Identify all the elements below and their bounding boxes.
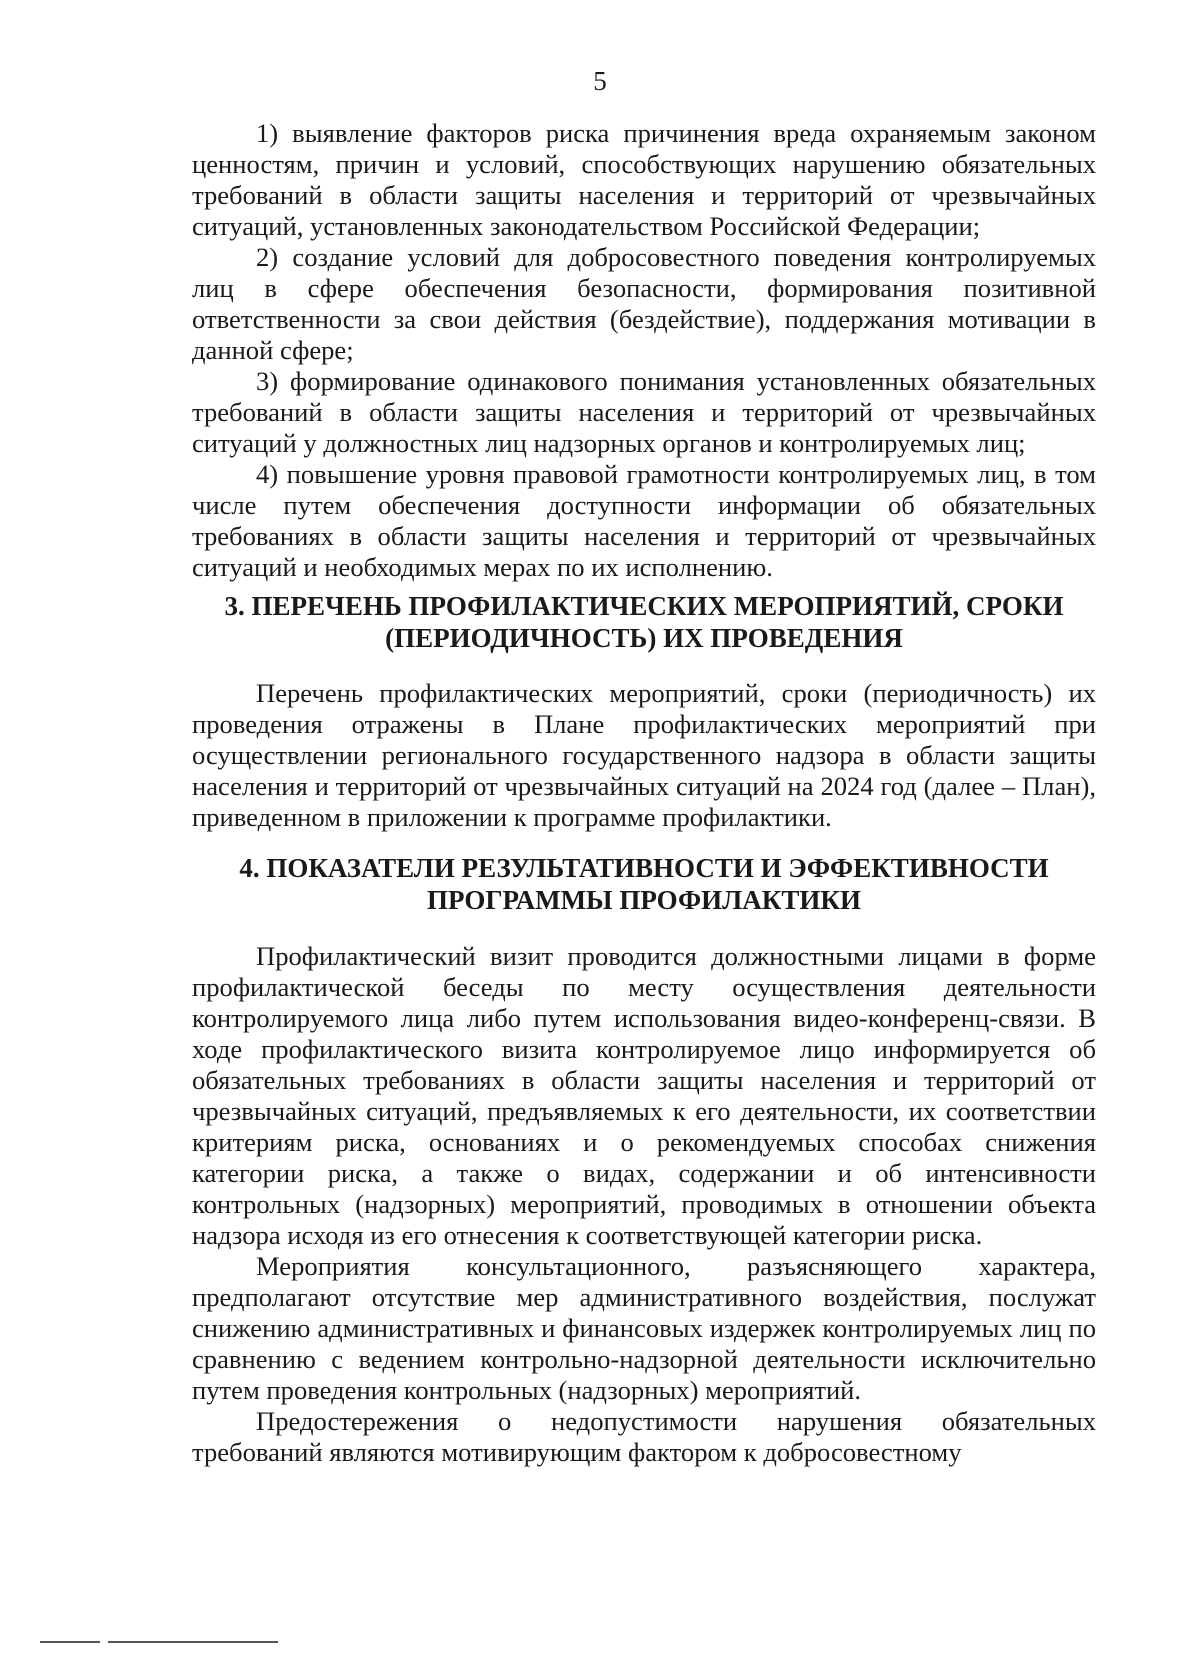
page-number: 5 (593, 66, 607, 96)
goal-item-1: 1) выявление факторов риска причинения вреда охраняемым законом ценностям, причин и условий, способствующих нарушению обязательных требований в области защиты населения и территорий от чрезвычайных ситуаций, установленных законодательством Российской Федерации; (192, 118, 1096, 241)
goal-item-4: 4) повышение уровня правовой грамотности контролируемых лиц, в том числе путем обеспечения доступности информации об обязательных требованиях в области защиты населения и территорий от чрезвычайных ситуаций и необходимых мерах по их исполнению. (192, 459, 1096, 582)
section-4-body (192, 941, 1096, 1468)
section-3-paragraph: Перечень профилактических мероприятий, сроки (периодичность) их проведения отражены в Плане профилактических мероприятий при осуществлении регионального государственного надзора в области защиты населения и территорий от чрезвычайных ситуаций на 2024 год (далее – План), приведенном в приложении к программе профилактики. (192, 678, 1096, 832)
section-4-heading-line-1: 4. ПОКАЗАТЕЛИ РЕЗУЛЬТАТИВНОСТИ И ЭФФЕКТИВНОСТИ (239, 853, 1049, 883)
section-4-heading-line-2: ПРОГРАММЫ ПРОФИЛАКТИКИ (427, 885, 861, 915)
section-4-paragraph-3: Предостережения о недопустимости нарушения обязательных требований являются мотивирующим фактором к добросовестному (192, 1406, 1096, 1467)
section-3-body (192, 678, 1096, 833)
section-4-paragraph-2: Мероприятия консультационного, разъясняющего характера, предполагают отсутствие мер административного воздействия, послужат снижению административных и финансовых издержек контролируемых лиц по сравнению с ведением контрольно-надзорной деятельности исключительно путем проведения контрольных (надзорных) мероприятий. (192, 1251, 1096, 1405)
goals-list (192, 118, 1096, 583)
goal-item-2: 2) создание условий для добросовестного поведения контролируемых лиц в сфере обеспечения безопасности, формирования позитивной ответственности за свои действия (бездействие), поддержания мотивации в данной сфере; (192, 242, 1096, 365)
scan-artifact-line (108, 1641, 278, 1643)
scan-artifact-line (40, 1641, 100, 1643)
section-4-paragraph-1: Профилактический визит проводится должностными лицами в форме профилактической беседы по месту осуществления деятельности контролируемого лица либо путем использования видео-конференц-связи. В ходе профилактического визита контролируемое лицо информируется об обязательных требованиях в области защиты населения и территорий от чрезвычайных ситуаций, предъявляемых к его деятельности, их соответствии критериям риска, основаниях и о рекомендуемых способах снижения категории риска, а также о видах, содержании и об интенсивности контрольных (надзорных) мероприятий, проводимых в отношении объекта надзора исходя из его отнесения к соответствующей категории риска. (192, 941, 1096, 1250)
goal-item-3: 3) формирование одинакового понимания установленных обязательных требований в области защиты населения и территорий от чрезвычайных ситуаций у должностных лиц надзорных органов и контролируемых лиц; (192, 366, 1096, 458)
section-3-heading (192, 590, 1096, 654)
section-3-heading-line-2: (ПЕРИОДИЧНОСТЬ) ИХ ПРОВЕДЕНИЯ (385, 623, 903, 653)
section-3-heading-line-1: 3. ПЕРЕЧЕНЬ ПРОФИЛАКТИЧЕСКИХ МЕРОПРИЯТИЙ, СРОКИ (224, 591, 1064, 621)
section-4-heading (192, 852, 1096, 916)
